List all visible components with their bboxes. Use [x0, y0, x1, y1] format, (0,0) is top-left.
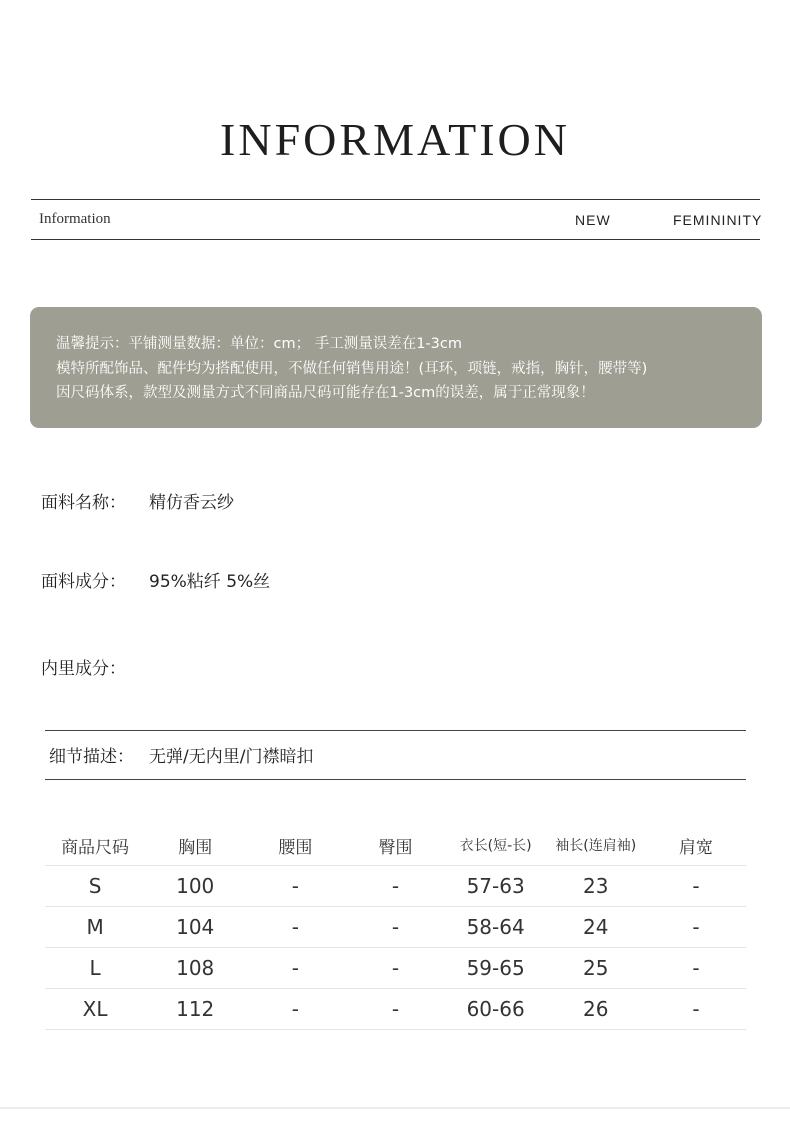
- cell-waist: -: [245, 948, 345, 989]
- fabric-name-label: 面料名称：: [41, 493, 126, 513]
- page-title: INFORMATION: [220, 114, 570, 165]
- cell-size: XL: [45, 989, 145, 1030]
- subheader-femininity: FEMININITY: [673, 212, 763, 228]
- cell-bust: 100: [145, 866, 245, 907]
- cell-sleeve: 25: [546, 948, 646, 989]
- fabric-name-value: 精仿香云纱: [149, 493, 234, 513]
- notice-line: 模特所配饰品、配件均为搭配使用，不做任何销售用途！(耳环，项链，戒指，胸针，腰带等): [56, 360, 648, 377]
- header-shoulder: 肩宽: [678, 837, 713, 858]
- cell-size: S: [45, 866, 145, 907]
- header-size: 商品尺码: [61, 837, 130, 858]
- fabric-composition-label: 面料成分：: [41, 572, 126, 592]
- detail-label: 细节描述：: [49, 747, 134, 767]
- notice-line: 因尺码体系，款型及测量方式不同商品尺码可能存在1-3cm的误差，属于正常现象！: [56, 385, 595, 401]
- cell-length: 57-63: [446, 866, 546, 907]
- cell-bust: 104: [145, 907, 245, 948]
- cell-shoulder: -: [646, 866, 746, 907]
- detail-row: [49, 742, 313, 767]
- header-waist: 腰围: [278, 837, 313, 858]
- cell-length: 58-64: [446, 907, 546, 948]
- fabric-name-row: [41, 488, 234, 513]
- table-row: [45, 948, 746, 989]
- table-row: [45, 866, 746, 907]
- cell-size: L: [45, 948, 145, 989]
- cell-sleeve: 24: [546, 907, 646, 948]
- lining-row: [41, 654, 149, 679]
- cell-bust: 112: [145, 989, 245, 1030]
- header-top-divider: [31, 199, 760, 200]
- table-row: [45, 907, 746, 948]
- size-table-header: [45, 825, 746, 866]
- header-length: 衣长(短-长): [459, 838, 532, 854]
- detail-value: 无弹/无内里/门襟暗扣: [149, 747, 314, 767]
- cell-length: 60-66: [446, 989, 546, 1030]
- table-row: [45, 989, 746, 1030]
- size-table: [45, 825, 746, 1030]
- bottom-divider: [0, 1107, 790, 1109]
- cell-hip: -: [345, 907, 445, 948]
- cell-hip: -: [345, 989, 445, 1030]
- subheader-new: NEW: [575, 212, 611, 228]
- cell-shoulder: -: [646, 907, 746, 948]
- cell-hip: -: [345, 948, 445, 989]
- header-hip: 臀围: [378, 837, 413, 858]
- detail-top-divider: [45, 730, 746, 731]
- cell-bust: 108: [145, 948, 245, 989]
- cell-waist: -: [245, 866, 345, 907]
- lining-label: 内里成分：: [41, 659, 126, 679]
- cell-waist: -: [245, 907, 345, 948]
- fabric-composition-value: 95%粘纤 5%丝: [149, 572, 271, 592]
- header-sleeve: 袖长(连肩袖): [555, 838, 637, 854]
- detail-bottom-divider: [45, 779, 746, 780]
- notice-box: [30, 307, 762, 428]
- subheader-information: Information: [39, 211, 111, 227]
- cell-hip: -: [345, 866, 445, 907]
- cell-sleeve: 23: [546, 866, 646, 907]
- cell-waist: -: [245, 989, 345, 1030]
- cell-shoulder: -: [646, 948, 746, 989]
- cell-sleeve: 26: [546, 989, 646, 1030]
- header-bottom-divider: [31, 239, 760, 240]
- cell-size: M: [45, 907, 145, 948]
- fabric-composition-row: [41, 567, 270, 592]
- cell-shoulder: -: [646, 989, 746, 1030]
- notice-line: 温馨提示：平铺测量数据：单位：cm； 手工测量误差在1-3cm: [56, 336, 462, 352]
- cell-length: 59-65: [446, 948, 546, 989]
- header-bust: 胸围: [178, 837, 213, 858]
